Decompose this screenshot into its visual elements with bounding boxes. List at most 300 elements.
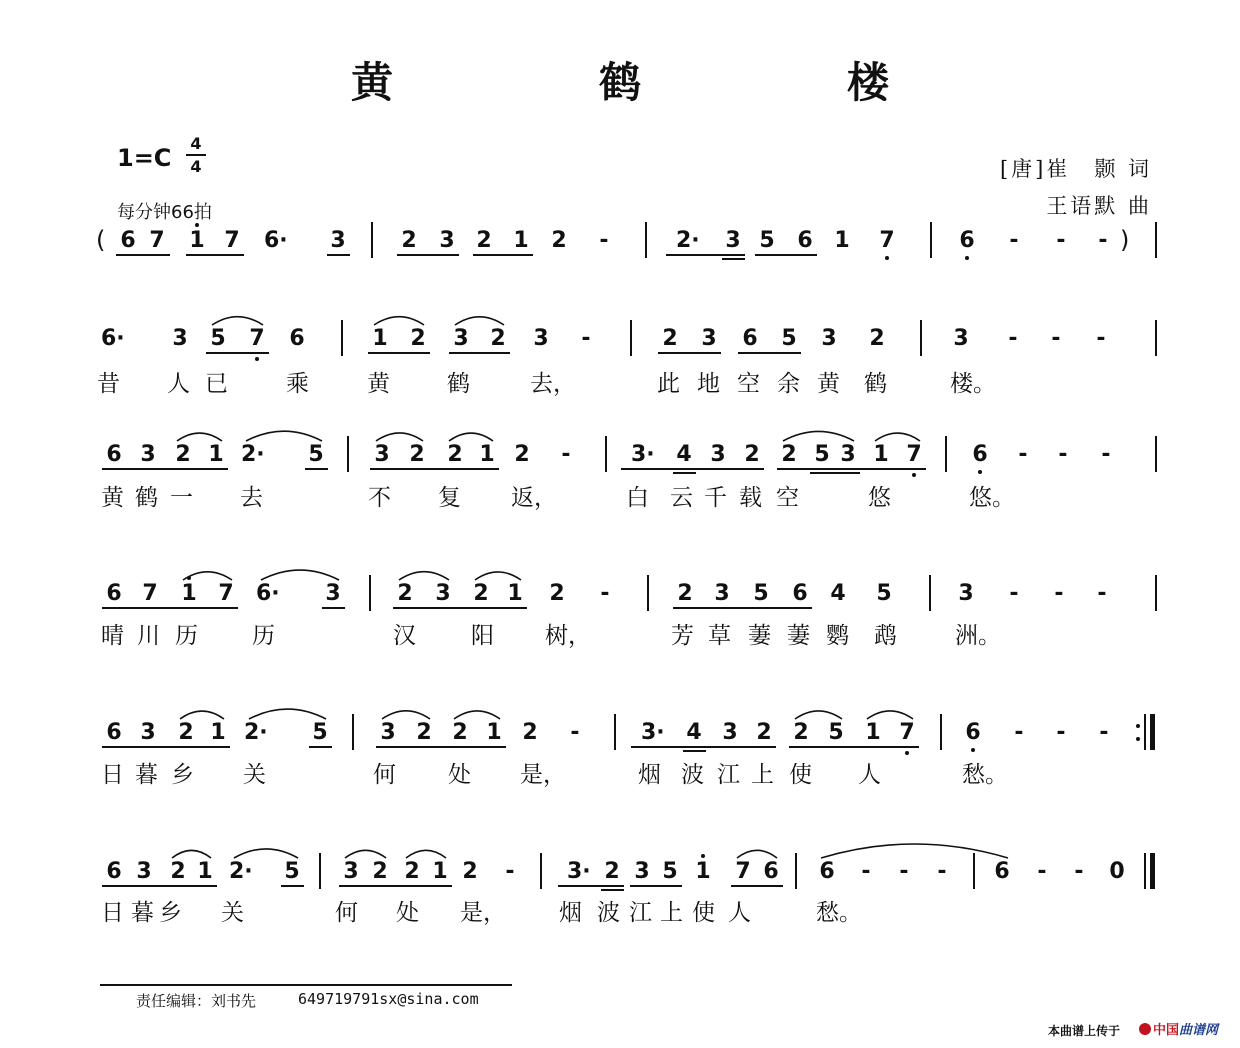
note: - (1101, 442, 1111, 467)
intro-paren-close: ) (1120, 226, 1130, 254)
lyric-char: 阳 (471, 623, 494, 649)
note: 3 (840, 442, 856, 467)
barline (371, 222, 373, 258)
note: - (1037, 859, 1047, 884)
lyric-char: 萋 (748, 623, 771, 649)
lyric-char: 千 (704, 485, 727, 511)
slur (795, 711, 842, 719)
lyric-char: 川 (137, 623, 160, 649)
note: 4 (830, 581, 846, 606)
note: 6 (742, 326, 758, 351)
slur (821, 844, 1008, 858)
lyric-char: 黄 (101, 485, 124, 511)
barline (930, 222, 932, 258)
note: 5 (781, 326, 797, 351)
note: 3 (136, 859, 152, 884)
barline (945, 436, 947, 472)
lyric-char: 关 (243, 762, 266, 788)
lyric-char: 去， (530, 371, 576, 397)
lyric-char: 楼。 (950, 371, 996, 397)
note: 3 (453, 326, 469, 351)
beam-underline (281, 885, 304, 887)
beam-underline (305, 468, 328, 470)
note: 6 (972, 442, 988, 467)
lyric-char: 乡 (159, 900, 182, 926)
slur (172, 850, 211, 858)
beam-underline (658, 352, 721, 354)
note: 2 (793, 720, 809, 745)
note: 5 (828, 720, 844, 745)
note: 1 (432, 859, 448, 884)
barline (795, 853, 797, 889)
note: - (1009, 581, 1019, 606)
slur (475, 572, 521, 580)
lyric-char: 鹤 (447, 371, 470, 397)
note: 1 (873, 442, 889, 467)
beam-underline (102, 885, 217, 887)
beam-underline (206, 352, 269, 354)
note: 2 (409, 442, 425, 467)
note: 3 (710, 442, 726, 467)
note: - (1098, 228, 1108, 253)
barline (1155, 320, 1157, 356)
beam-underline (810, 472, 860, 474)
note: 2 (372, 859, 388, 884)
slur (345, 850, 386, 858)
note: - (1096, 326, 1106, 351)
note: 2 (744, 442, 760, 467)
lyric-char: 此 (657, 371, 680, 397)
note: 2· (241, 442, 265, 467)
lyric-char: 鹉 (874, 623, 897, 649)
beam-underline (339, 885, 452, 887)
note: 3 (380, 720, 396, 745)
note: 2 (462, 859, 478, 884)
note: 1 (513, 228, 529, 253)
octave-dot-low (912, 473, 916, 477)
octave-dot-high (187, 576, 191, 580)
note: 7 (218, 581, 234, 606)
barline (630, 320, 632, 356)
note: 3 (435, 581, 451, 606)
barline (347, 436, 349, 472)
slur (374, 317, 424, 325)
note: 2 (178, 720, 194, 745)
note: 2 (473, 581, 489, 606)
lyric-char: 悠。 (969, 485, 1015, 511)
note: 3 (343, 859, 359, 884)
note: 6 (792, 581, 808, 606)
note: 3 (821, 326, 837, 351)
note: 2 (551, 228, 567, 253)
note: - (561, 442, 571, 467)
barline (973, 853, 975, 889)
note: 1 (210, 720, 226, 745)
lyric-char: 晴 (101, 623, 124, 649)
note: 5 (753, 581, 769, 606)
beam-underline (777, 468, 926, 470)
note: - (505, 859, 515, 884)
note: 6 (797, 228, 813, 253)
octave-dot-low (885, 256, 889, 260)
note: - (1099, 720, 1109, 745)
note: - (1054, 581, 1064, 606)
note: 2· (229, 859, 253, 884)
note: 1 (372, 326, 388, 351)
beam-underline (102, 468, 228, 470)
note: - (899, 859, 909, 884)
lyric-char: 人 (167, 371, 190, 397)
slur (246, 431, 322, 441)
slur (234, 849, 298, 858)
editor-credit: 责任编辑：刘书先 (136, 992, 257, 1010)
note: 1 (834, 228, 850, 253)
note: 5 (759, 228, 775, 253)
lyric-char: 历 (252, 623, 275, 649)
lyric-char: 是， (520, 762, 566, 788)
note: 2 (476, 228, 492, 253)
editor-email: 649719791sx@sina.com (298, 990, 479, 1008)
note: 7 (149, 228, 165, 253)
lyric-char: 处 (396, 900, 419, 926)
lyric-char: 树， (545, 623, 591, 649)
site-logo[interactable] (1139, 1019, 1218, 1038)
beam-underline (630, 885, 682, 887)
note: 6 (289, 326, 305, 351)
note: 4 (676, 442, 692, 467)
note: 3· (641, 720, 665, 745)
lyric-char: 江 (629, 900, 652, 926)
lyric-char: 余 (777, 371, 800, 397)
note: 1 (208, 442, 224, 467)
final-thick-bar (1150, 853, 1155, 889)
note: 1 (197, 859, 213, 884)
lyric-char: 人 (858, 762, 881, 788)
lyric-char: 鹤 (135, 485, 158, 511)
note: 2 (410, 326, 426, 351)
lyric-char: 烟 (638, 762, 661, 788)
note: 2 (514, 442, 530, 467)
beam-underline (370, 468, 499, 470)
intro-paren-open: ( (96, 226, 106, 254)
lyric-char: 草 (708, 623, 731, 649)
note: 5 (814, 442, 830, 467)
barline (929, 575, 931, 611)
note: 2 (522, 720, 538, 745)
note: - (1009, 228, 1019, 253)
lyric-char: 空 (776, 485, 799, 511)
beam-underline (673, 472, 696, 474)
lyric-char: 鹤 (864, 371, 887, 397)
lyric-char: 使 (692, 900, 715, 926)
note: 1 (507, 581, 523, 606)
octave-dot-high (701, 854, 705, 858)
beam-underline (102, 607, 238, 609)
lyric-char: 鹦 (826, 623, 849, 649)
note: 3 (533, 326, 549, 351)
upload-note: 本曲谱上传于 (1048, 1024, 1121, 1038)
note: 2 (781, 442, 797, 467)
note: 7 (879, 228, 895, 253)
note: - (1018, 442, 1028, 467)
beam-underline (368, 352, 430, 354)
note: 6· (256, 581, 280, 606)
note: 2 (677, 581, 693, 606)
note: 3 (330, 228, 346, 253)
octave-dot-low (905, 751, 909, 755)
lyric-char: 白 (626, 485, 649, 511)
lyric-char: 一 (170, 485, 193, 511)
note: 1 (479, 442, 495, 467)
lyric-char: 不 (368, 485, 391, 511)
beam-underline (327, 254, 350, 256)
note: 2 (404, 859, 420, 884)
note: - (1097, 581, 1107, 606)
note: 5 (308, 442, 324, 467)
slur (376, 433, 423, 441)
slur (177, 433, 222, 441)
lyric-char: 暮 (131, 900, 154, 926)
note: 7 (249, 326, 265, 351)
note: 6 (106, 859, 122, 884)
repeat-dot (1136, 724, 1140, 728)
note: 5 (284, 859, 300, 884)
beam-underline (722, 258, 745, 260)
lyric-char: 是， (460, 900, 506, 926)
note: 3 (722, 720, 738, 745)
lyric-char: 波 (681, 762, 704, 788)
note: - (1008, 326, 1018, 351)
beam-underline (309, 746, 332, 748)
slur (399, 572, 449, 580)
note: - (1056, 228, 1066, 253)
note: 6 (106, 442, 122, 467)
barline (1155, 436, 1157, 472)
note: 2 (170, 859, 186, 884)
octave-dot-low (978, 470, 982, 474)
slur (406, 850, 446, 858)
note: 2 (452, 720, 468, 745)
note: 6 (120, 228, 136, 253)
note: 3 (172, 326, 188, 351)
lyric-char: 日 (101, 762, 124, 788)
barline (920, 320, 922, 356)
note: - (581, 326, 591, 351)
note: 2· (676, 228, 700, 253)
beam-underline (473, 254, 533, 256)
slur (180, 711, 224, 719)
beam-underline (397, 254, 459, 256)
barline (605, 436, 607, 472)
barline (1155, 575, 1157, 611)
lyric-char: 芳 (671, 623, 694, 649)
note: 2 (549, 581, 565, 606)
beam-underline (376, 746, 506, 748)
note: 1 (189, 228, 205, 253)
composer-credit: 王语默 曲 (1046, 194, 1152, 218)
lyric-char: 载 (739, 485, 762, 511)
note: 1 (486, 720, 502, 745)
note: - (599, 228, 609, 253)
lyric-char: 历 (175, 623, 198, 649)
barline (540, 853, 542, 889)
tempo-marking: 每分钟66拍 (117, 202, 212, 223)
note: 3 (725, 228, 741, 253)
note: 7 (224, 228, 240, 253)
note: 7 (899, 720, 915, 745)
lyric-char: 黄 (367, 371, 390, 397)
lyric-char: 上 (751, 762, 774, 788)
beam-underline (673, 607, 812, 609)
lyric-char: 使 (789, 762, 812, 788)
note: 3 (701, 326, 717, 351)
note: 4 (686, 720, 702, 745)
slur (455, 317, 504, 325)
note: - (1056, 720, 1066, 745)
note: 3· (567, 859, 591, 884)
note: 7 (735, 859, 751, 884)
lyric-char: 烟 (559, 900, 582, 926)
note: - (937, 859, 947, 884)
note: - (600, 581, 610, 606)
lyric-char: 复 (438, 485, 461, 511)
lyric-char: 乡 (171, 762, 194, 788)
barline (352, 714, 354, 750)
beam-underline (449, 352, 510, 354)
note: 3 (140, 720, 156, 745)
octave-dot-low (965, 256, 969, 260)
octave-dot-low (971, 748, 975, 752)
note: 1 (695, 859, 711, 884)
note: 3 (140, 442, 156, 467)
lyric-char: 日 (101, 900, 124, 926)
lyric-char: 去 (240, 485, 263, 511)
repeat-dot (1136, 737, 1140, 741)
beam-underline (731, 885, 783, 887)
slur (875, 433, 920, 441)
slur (737, 850, 777, 858)
note: 6 (819, 859, 835, 884)
slur (449, 433, 493, 441)
note: 6· (101, 326, 125, 351)
beam-underline (738, 352, 801, 354)
lyric-char: 波 (597, 900, 620, 926)
logo-text-a: 中国 (1153, 1023, 1180, 1038)
note: 2 (490, 326, 506, 351)
lyric-char: 返， (511, 485, 557, 511)
time-signature (186, 134, 206, 176)
note: - (1051, 326, 1061, 351)
lyric-char: 关 (221, 900, 244, 926)
note: 6 (106, 720, 122, 745)
slur (454, 711, 500, 719)
note: - (1074, 859, 1084, 884)
note: 0 (1109, 859, 1125, 884)
score-title: 黄 鹤 楼 (350, 58, 971, 107)
note: 2 (662, 326, 678, 351)
note: 2 (604, 859, 620, 884)
note: 7 (142, 581, 158, 606)
note: - (570, 720, 580, 745)
beam-underline (755, 254, 817, 256)
lyricist-credit: [唐]崔 颢 词 (999, 157, 1152, 181)
note: 6 (106, 581, 122, 606)
lyric-char: 洲。 (955, 623, 1001, 649)
lyric-char: 地 (697, 371, 720, 397)
lyric-char: 云 (670, 485, 693, 511)
c-logo-icon (1139, 1023, 1151, 1035)
note: 2 (447, 442, 463, 467)
beam-underline (558, 885, 624, 887)
beam-underline (186, 254, 244, 256)
note: 6 (959, 228, 975, 253)
beam-underline (102, 746, 230, 748)
lyric-char: 萋 (787, 623, 810, 649)
beam-underline (789, 746, 919, 748)
note: 5 (876, 581, 892, 606)
note: 2 (401, 228, 417, 253)
note: 3 (953, 326, 969, 351)
beam-underline (601, 889, 624, 891)
note: 2 (416, 720, 432, 745)
barline (369, 575, 371, 611)
note: 2 (397, 581, 413, 606)
note: 2 (756, 720, 772, 745)
lyric-char: 人 (728, 900, 751, 926)
lyric-char: 江 (717, 762, 740, 788)
lyric-char: 愁。 (816, 900, 862, 926)
lyric-char: 何 (335, 900, 358, 926)
barline (614, 714, 616, 750)
barline (645, 222, 647, 258)
note: - (1014, 720, 1024, 745)
lyric-char: 空 (737, 371, 760, 397)
lyric-char: 悠 (868, 485, 891, 511)
note: 3 (374, 442, 390, 467)
note: 3 (439, 228, 455, 253)
barline (319, 853, 321, 889)
lyric-char: 愁。 (962, 762, 1008, 788)
beam-underline (683, 750, 706, 752)
note: 2 (869, 326, 885, 351)
note: 3 (325, 581, 341, 606)
beam-underline (631, 746, 776, 748)
repeat-thick-bar (1150, 714, 1155, 750)
note: 6· (264, 228, 288, 253)
beam-underline (322, 607, 345, 609)
meter-top: 4 (190, 134, 202, 153)
slur (867, 711, 913, 719)
slur (783, 431, 854, 441)
lyric-char: 昔 (97, 371, 120, 397)
lyric-char: 暮 (135, 762, 158, 788)
barline (1155, 222, 1157, 258)
note: 6 (763, 859, 779, 884)
lyric-char: 黄 (817, 371, 840, 397)
repeat-thin-bar (1144, 714, 1146, 750)
lyric-char: 处 (448, 762, 471, 788)
beam-underline (621, 468, 764, 470)
octave-dot-low (255, 357, 259, 361)
logo-text-b: 曲谱网 (1179, 1023, 1219, 1038)
note: 3 (958, 581, 974, 606)
note: 6 (994, 859, 1010, 884)
note: 1 (181, 581, 197, 606)
slur (261, 570, 339, 580)
octave-dot-high (195, 223, 199, 227)
slur (382, 711, 430, 719)
lyric-char: 乘 (286, 371, 309, 397)
